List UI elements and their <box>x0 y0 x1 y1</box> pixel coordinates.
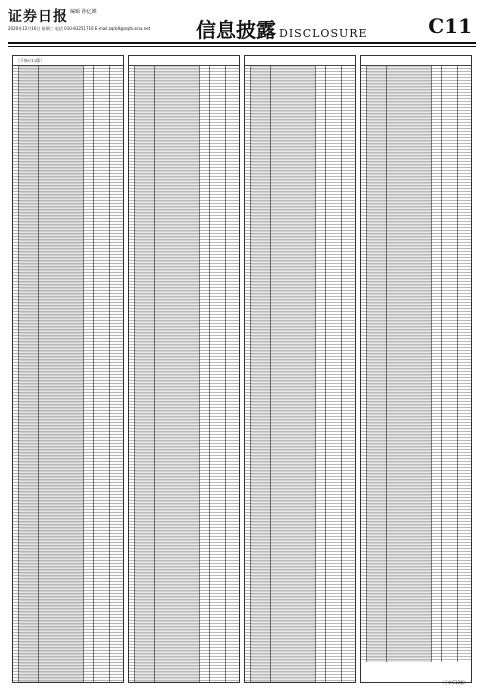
dateline: 2020年12月16日 星期三 电话 010-83251716 E-mail:zqrb9@zqrb.sina.net <box>8 26 151 31</box>
column-header <box>129 56 239 66</box>
section-title <box>196 14 368 43</box>
column-header: （下转C12版） <box>13 56 123 66</box>
masthead-rule-thick <box>8 42 476 44</box>
column-header <box>361 56 471 66</box>
table-rows <box>129 66 239 682</box>
table-column-4 <box>360 55 472 683</box>
table-rows <box>13 66 123 682</box>
masthead-rule-thin <box>8 46 476 47</box>
editor-credit: 编辑 孙亿婵 <box>70 9 97 15</box>
table-column-3 <box>244 55 356 683</box>
newspaper-logo: 证券日报 <box>8 9 68 25</box>
table-column-2 <box>128 55 240 683</box>
masthead <box>0 0 484 50</box>
column-header <box>245 56 355 66</box>
table-rows <box>245 66 355 682</box>
section-title-text: 信息披露 <box>196 18 276 42</box>
continued-note: （下转C12版） <box>440 680 468 685</box>
table-column-1 <box>12 55 124 683</box>
disclosure-table-area <box>12 55 472 683</box>
section-subtitle: DISCLOSURE <box>279 27 368 40</box>
table-rows <box>361 66 471 662</box>
page-number: C11 <box>428 14 472 38</box>
